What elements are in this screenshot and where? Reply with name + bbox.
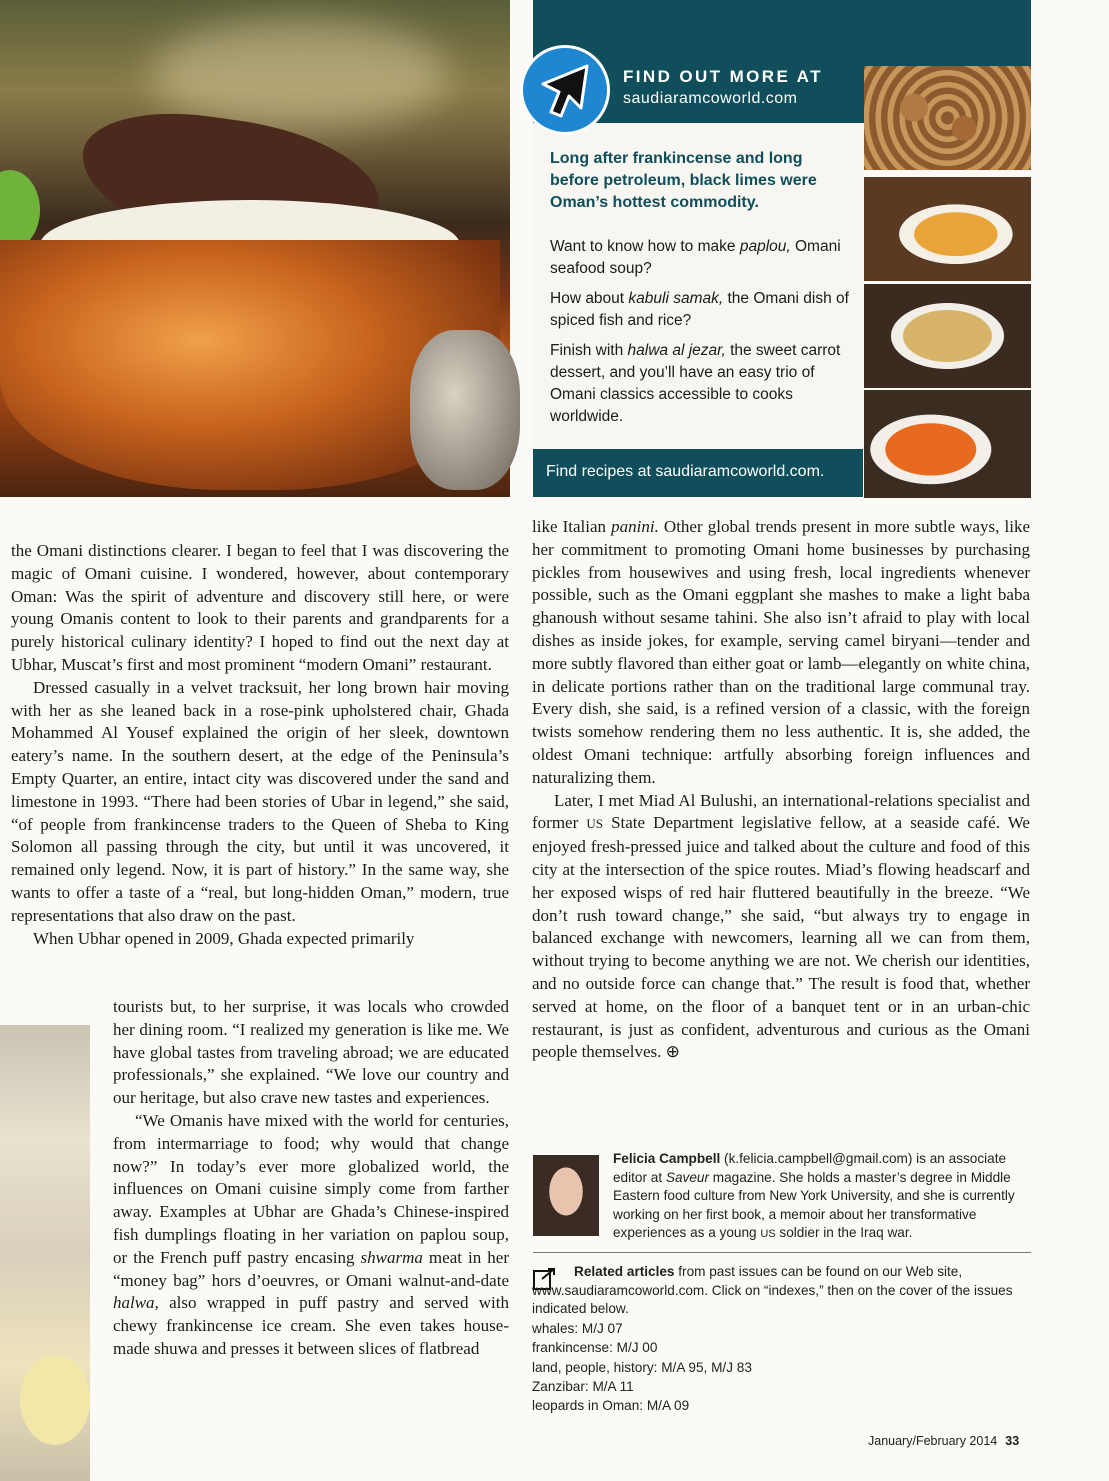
related-articles-list (532, 1319, 752, 1415)
related-item: whales: M/J 07 (532, 1321, 623, 1336)
related-articles-intro (532, 1263, 1030, 1319)
info-question-halwa: Finish with halwa al jezar, the sweet carrot dessert, and you’ll have an easy trio of Omani classics accessible to cooks worldwide. (550, 342, 841, 425)
divider (533, 1252, 1031, 1253)
photo-omani-dish (0, 0, 510, 497)
photo-carrot-dessert (864, 390, 1031, 498)
paragraph: “We Omanis have mixed with the world for centuries, from intermarriage to food; why would that change now?” In today’s ever more globalized world, the influences on Omani cuisine simply come from farther away. Examples at Ubhar are Ghada’s Chinese-inspired fish dumplings floating in her variation on paplou soup, or the French puff pastry encasing shwarma meat in her “money bag” hors d’oeuvres, or Omani walnut-and-date halwa, also wrapped in puff pastry and served with chewy frankincense ice cream. She even takes house-made shuwa and presses it between slices of flatbread (113, 1110, 510, 1358)
find-out-url[interactable]: saudiaramcoworld.com (623, 90, 798, 107)
photo-seafood-soup (864, 177, 1031, 281)
info-question-paplou: Want to know how to make paplou, Omani seafood soup? (550, 238, 841, 277)
paragraph: like Italian panini. Other global trends present in more subtle ways, like her commitment to promoting Omani home businesses by purchasing pickles from housewives and using fresh, local ingredients whenever possible, such as the Omani eggplant she mashes to make a light baba ghanoush without sesame tahini. She also isn’t afraid to play with local dishes as inside jokes, for example, serving camel biryani—tender and more subtly flavored than either goat or lamb—elegantly on white china, in delicate portions rather than on the traditional large communal tray. Every dish, she said, is a refined version of a classic, with the foreign twists somehow rendering them no less authentic. It is, she added, the oldest Omani technique: artfully absorbing foreign influences and naturalizing them. (532, 517, 1030, 787)
info-lead: Long after frankincense and long before petroleum, black limes were Oman’s hottest commodity. (550, 150, 817, 211)
author-photo (533, 1155, 599, 1236)
photo-fish-rice (864, 284, 1031, 388)
page-number: 33 (1005, 1434, 1020, 1448)
paragraph: Dressed casually in a velvet tracksuit, her long brown hair moving with her as she leaned back in a rose-pink upholstered chair, Ghada Mohammed Al Yousef explained the origin of her sleek, downtown eatery’s name. In the southern desert, at the edge of the Peninsula’s Empty Quarter, an entire, intact city was discovered under the sand and limestone in 1993. “There had been stories of Ubar in legend,” she said, “of people from frankincense traders to the Queen of Sheba to King Solomon all passing through the city, but until it was uncovered, it remained only legend. Now, it is part of history.” In the same way, she wants to offer a taste of a “real, but long-hidden Oman,” modern, true representations that also draw on the past. (11, 677, 509, 925)
author-bio: Felicia Campbell (k.felicia.campbell@gmail.com) is an associate editor at Saveur magazine. She holds a master’s degree in Middle Eastern food culture from New York University, and she is currently working on her first book, a memoir about her transformative experiences as a young US soldier in the Iraq war. (613, 1151, 1015, 1241)
article-column-right (532, 516, 1030, 1064)
recipes-link[interactable]: Find recipes at saudiaramcoworld.com. (546, 463, 825, 480)
find-out-title: FIND OUT MORE AT (623, 67, 823, 86)
cursor-arrow-icon (520, 45, 610, 135)
info-question-kabuli: How about kabuli samak, the Omani dish of spiced fish and rice? (550, 290, 849, 329)
paragraph: the Omani distinctions clearer. I began to feel that I was discovering the magic of Omani cuisine. I wondered, however, about contemporary Oman: Was the spirit of adventure and discovery still here, or were young Omanis content to look to their parents and grandparents for a purely historical culinary identity? I hoped to find out the next day at Ubhar, Muscat’s first and most prominent “modern Omani” restaurant. (11, 541, 509, 674)
paragraph: Later, I met Miad Al Bulushi, an international-relations specialist and former US State Department legislative fellow, at a seaside café. We enjoyed fresh-pressed juice and talked about the culture and food of this city at the intersection of the spice routes. Miad’s flowing headscarf and her exposed wisps of red hair fluttered beautifully in the breeze. “We don’t rush toward change,” she said, “but always try to engage in balanced exchange with newcomers, learning all we can from them, without trying to become anything we are not. We cherish our identities, and no outside force can change that.” The result is food that, whether served at home, on the floor of a banquet tent or in an urban-chic restaurant, is just as confident, adventurous and curious as the Omani people themselves. ⊕ (532, 790, 1030, 1062)
paragraph: tourists but, to her surprise, it was locals who crowded her dining room. “I realized my generation is like me. We have global tastes from traveling abroad; we are educated professionals,” she explained. “We love our country and our heritage, but also crave new tastes and experiences. (113, 997, 509, 1108)
related-item: frankincense: M/J 00 (532, 1340, 658, 1356)
related-item: land, people, history: M/A 95, M/J 83 (532, 1359, 752, 1375)
issue-date: January/February 2014 (868, 1434, 998, 1448)
paragraph: When Ubhar opened in 2009, Ghada expected primarily (33, 928, 415, 948)
page-footer (868, 1434, 1019, 1448)
photo-black-limes (864, 66, 1031, 170)
article-column-left-narrow (113, 996, 509, 1361)
related-item: leopards in Oman: M/A 09 (532, 1398, 690, 1414)
article-column-left (11, 540, 509, 950)
photo-bread-lemon (0, 1025, 90, 1481)
related-articles-text: Related articles from past issues can be found on our Web site, www.saudiaramcoworld.com. Click on “indexes,” then on the cover of the issues indicated below. (532, 1264, 1013, 1317)
related-item: Zanzibar: M/A 11 (532, 1378, 634, 1394)
